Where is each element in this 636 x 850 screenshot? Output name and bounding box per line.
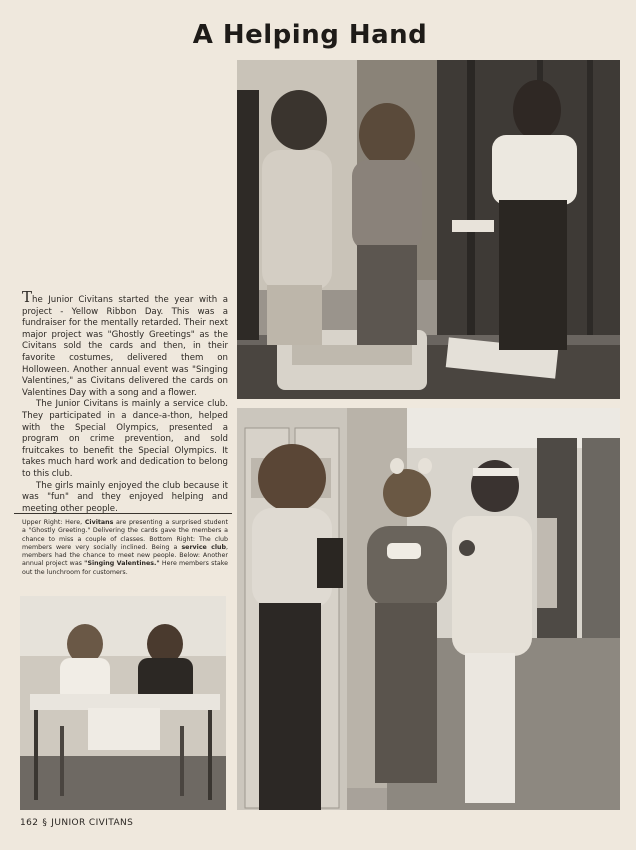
- caption-bold-1: Civitans: [84, 519, 114, 526]
- caption-bold-3: "Singing Valentines.": [84, 560, 160, 568]
- photo-ghostly-greeting: [237, 60, 620, 399]
- body-paragraph-3: The girls mainly enjoyed the club because it was "fun" and they enjoyed helping and meeting other people.: [22, 480, 228, 514]
- photo-singing-valentines: [20, 596, 226, 810]
- article-body: [22, 288, 228, 515]
- drop-cap: T: [22, 288, 33, 306]
- caption-part-3: , members had the chance to meet new people. Below: Another annual project was: [22, 543, 228, 568]
- caption-divider: [14, 513, 232, 514]
- caption-part-1: Upper Right: Here,: [22, 519, 85, 526]
- page-folio: [20, 818, 137, 828]
- body-paragraph-1-text: he Junior Civitans started the year with a project - Yellow Ribbon Day. This was a fundraiser for the mentally retarded. Their next major project was "Ghostly Greetings" as the Civitans sold the cards and then, in their favorite costumes, delivered them on Holloween. Another annual event was "Singing Valentines," as Civitans delivered the cards on Valentines Day with a song and a flower.: [22, 295, 228, 398]
- photo-hallway-costumes-image: [237, 408, 620, 810]
- caption-part-2: are presenting a surprised student a "Ghostly Greeting." Delivering the cards gave the members a chance to miss a couple of classes. Bottom Right: The club members were very socially inclined. Being a: [22, 519, 228, 551]
- photo-ghostly-greeting-image: [237, 60, 620, 399]
- body-paragraph-2: The Junior Civitans is mainly a service club. They participated in a dance-a-thon, helped with the Special Olympics, presented a program on crime prevention, and sold fruitcakes to benefit the Special Olympics. It takes much hard work and dedication to belong to this club.: [22, 399, 228, 479]
- photo-hallway-costumes: [237, 408, 620, 810]
- body-paragraph-1: [22, 288, 228, 399]
- section-name: JUNIOR CIVITANS: [51, 818, 134, 828]
- caption-part-4: Here members stake out the lunchroom for customers.: [22, 560, 228, 576]
- page-number: 162: [20, 818, 39, 828]
- photo-singing-valentines-image: [20, 596, 226, 810]
- section-mark: §: [42, 818, 48, 828]
- photo-caption: [22, 519, 228, 577]
- caption-bold-2: service club: [181, 543, 226, 551]
- page-title: A Helping Hand: [192, 20, 428, 50]
